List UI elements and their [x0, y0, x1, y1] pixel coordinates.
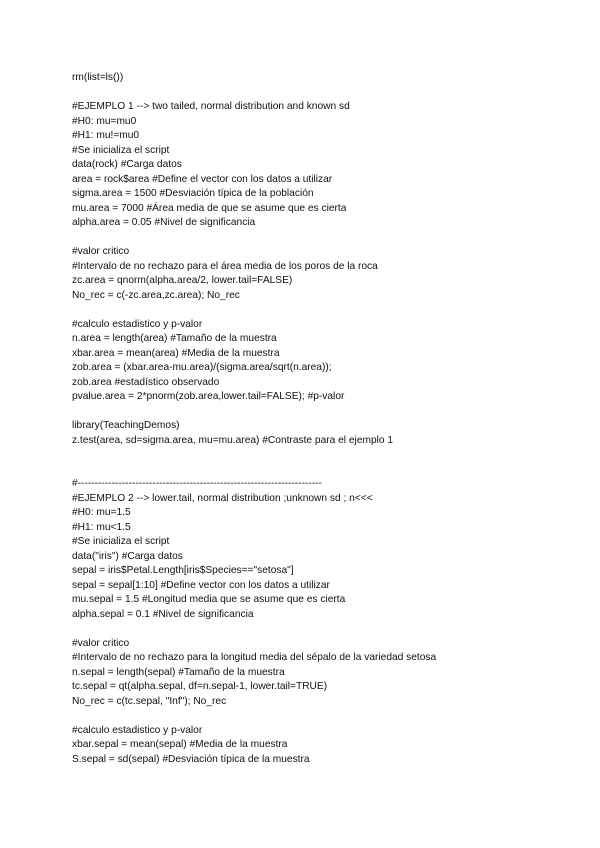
code-line: alpha.sepal = 0.1 #Nivel de significancia — [72, 608, 254, 620]
code-line: n.area = length(area) #Tamaño de la muestra — [72, 333, 277, 344]
code-line: mu.area = 7000 #Área media de que se asume que es cierta — [72, 202, 347, 214]
code-line: data("iris") #Carga datos — [72, 550, 183, 562]
code-line: #------------------------------------------------------------------------ — [72, 478, 322, 489]
code-line: zob.area = (xbar.area-mu.area)/(sigma.area/sqrt(n.area)); — [72, 362, 332, 373]
code-line: data(rock) #Carga datos — [72, 159, 182, 170]
code-line: zob.area #estadístico observado — [72, 376, 220, 388]
code-line: sepal = sepal[1:10] #Define vector con los datos a utilizar — [72, 579, 330, 591]
code-line: tc.sepal = qt(alpha.sepal, df=n.sepal-1, lower.tail=TRUE) — [72, 681, 328, 692]
code-line: #calculo estadistico y p-valor — [72, 724, 203, 736]
blank-line — [72, 463, 572, 478]
code-line: zc.area = qnorm(alpha.area/2, lower.tail=FALSE) — [72, 275, 293, 286]
code-line: #H1: mu<1.5 — [72, 521, 131, 533]
code-line: sepal = iris$Petal.Length[iris$Species=="setosa"] — [72, 565, 294, 576]
r-script-text — [72, 71, 572, 767]
code-line: area = rock$area #Define el vector con los datos a utilizar — [72, 173, 333, 185]
code-line: #H0: mu=1.5 — [72, 507, 131, 518]
blank-line — [72, 231, 572, 246]
code-line: #Se inicializa el script — [72, 144, 170, 156]
blank-line — [72, 622, 572, 637]
code-line: #EJEMPLO 1 --> two tailed, normal distribution and known sd — [72, 101, 350, 112]
code-line: mu.sepal = 1.5 #Longitud media que se asume que es cierta — [72, 594, 346, 605]
code-line: #calculo estadistico y p-valor — [72, 318, 203, 330]
code-line: No_rec = c(tc.sepal, "Inf"); No_rec — [72, 695, 227, 707]
code-line: xbar.sepal = mean(sepal) #Media de la muestra — [72, 739, 288, 750]
blank-line — [72, 448, 572, 463]
code-line: #H1: mu!=mu0 — [72, 130, 140, 141]
code-line: S.sepal = sd(sepal) #Desviación típica de la muestra — [72, 753, 310, 765]
blank-line — [72, 405, 572, 420]
code-line: #Intervalo de no rechazo para el área media de los poros de la roca — [72, 260, 378, 272]
code-line: #Se inicializa el script — [72, 536, 170, 547]
code-line: z.test(area, sd=sigma.area, mu=mu.area) #Contraste para el ejemplo 1 — [72, 434, 394, 446]
code-line: library(TeachingDemos) — [72, 420, 180, 431]
blank-line — [72, 303, 572, 318]
code-line: alpha.area = 0.05 #Nivel de significancia — [72, 217, 256, 228]
code-line: #EJEMPLO 2 --> lower.tail, normal distribution ;unknown sd ; n<<< — [72, 492, 373, 504]
code-line: #valor critico — [72, 637, 130, 649]
blank-line — [72, 86, 572, 101]
code-line: #valor critico — [72, 246, 130, 257]
code-line: n.sepal = length(sepal) #Tamaño de la muestra — [72, 666, 285, 678]
blank-line — [72, 709, 572, 724]
code-line: #H0: mu=mu0 — [72, 115, 137, 127]
code-line: rm(list=ls()) — [72, 72, 124, 83]
code-line: xbar.area = mean(area) #Media de la muestra — [72, 347, 280, 359]
code-line: No_rec = c(-zc.area,zc.area); No_rec — [72, 289, 240, 301]
code-line: pvalue.area = 2*pnorm(zob.area,lower.tail=FALSE); #p-valor — [72, 391, 345, 402]
code-line: sigma.area = 1500 #Desviación típica de la población — [72, 188, 314, 199]
code-line: #Intervalo de no rechazo para la longitud media del sépalo de la variedad setosa — [72, 652, 437, 663]
